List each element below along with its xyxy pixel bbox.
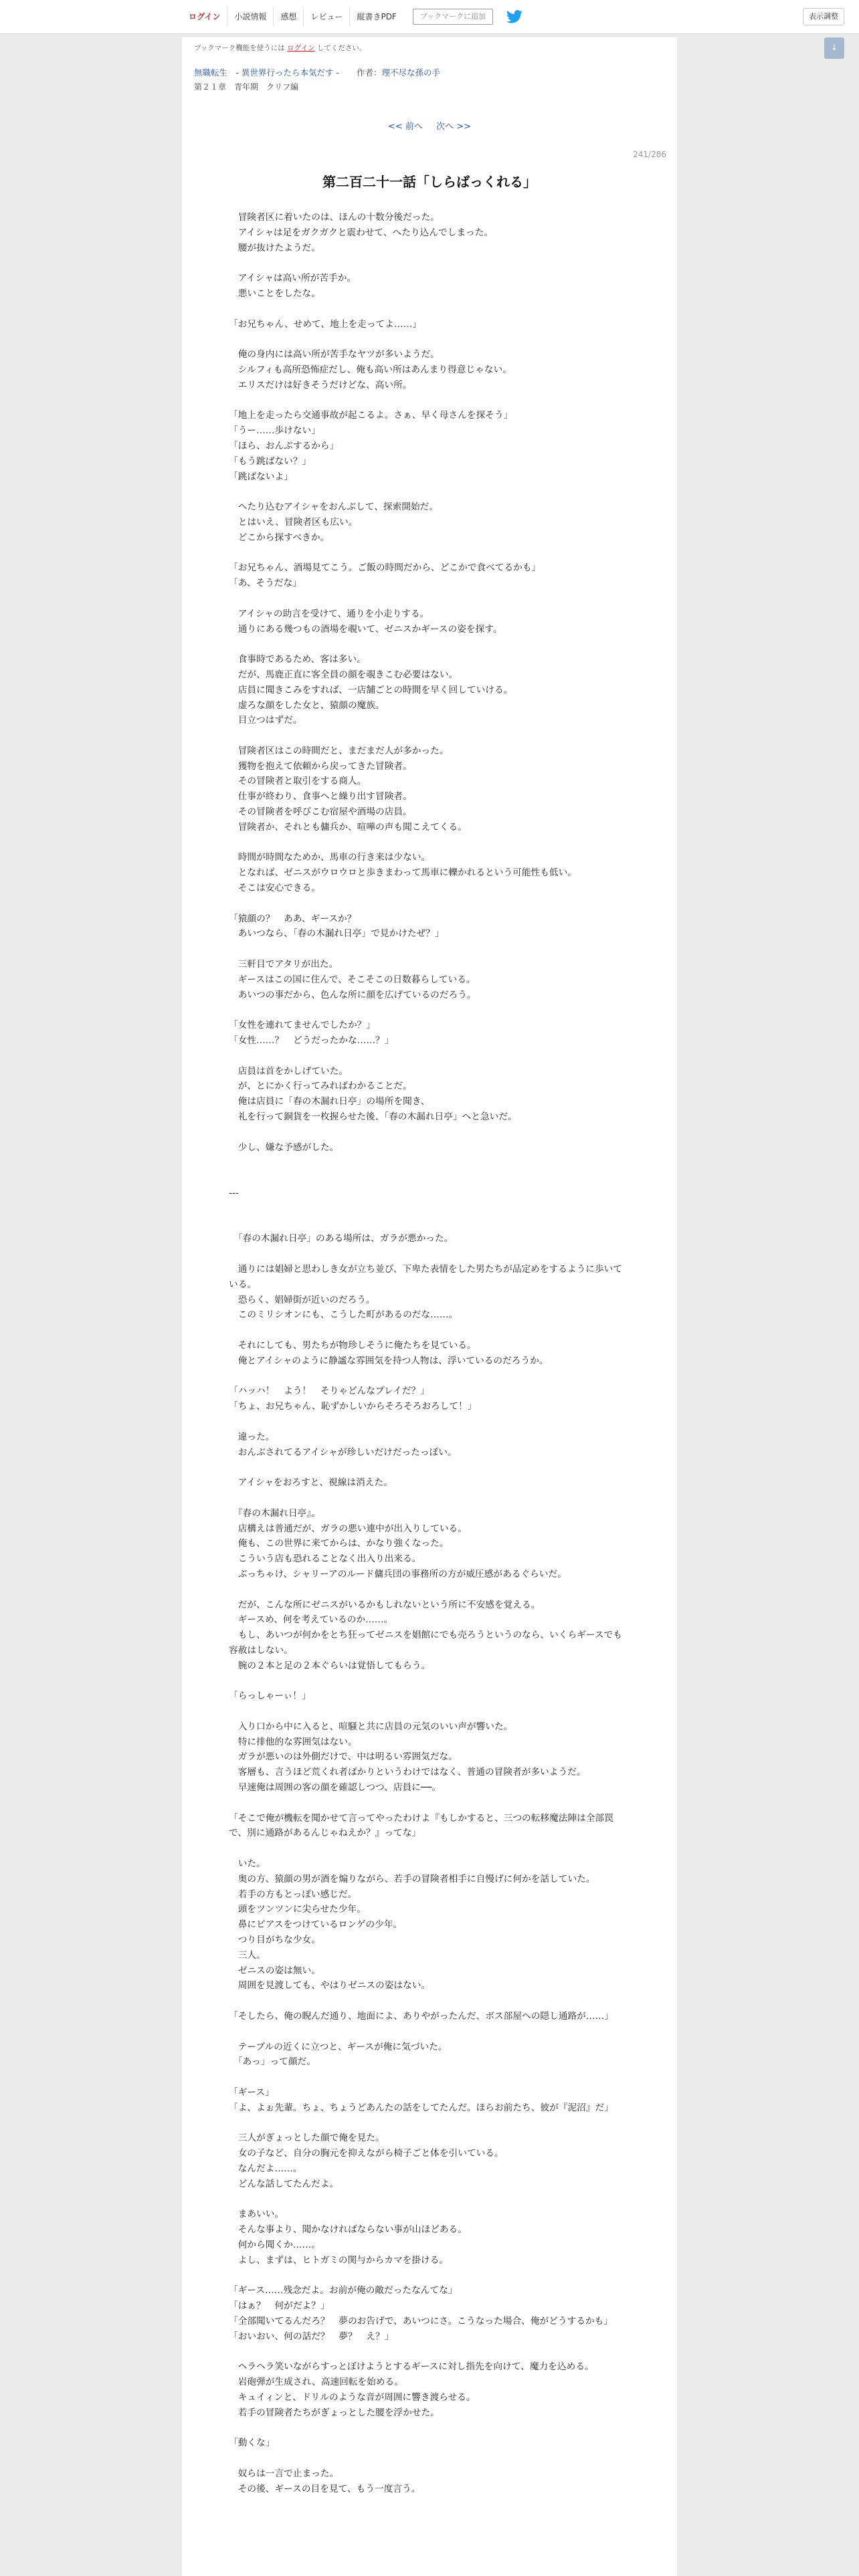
body-line <box>229 835 630 851</box>
body-line: 三軒目でアタリが出た。 <box>229 959 339 970</box>
body-line: 客層も、言うほど荒くれ者ばかりというわけではなく、普通の冒険者が多いようだ。 <box>229 1767 586 1778</box>
body-line: ヘラヘラ笑いながらすっとぼけようとするギースに対し指先を向けて、魔力を込める。 <box>229 2361 594 2373</box>
body-line: その冒険者を呼びこむ宿屋や酒場の店員。 <box>229 807 412 818</box>
body-line: 「ギース……残念だよ。お前が俺の敵だったなんてな」 <box>229 2285 458 2296</box>
body-line: 頭をツンツンに尖らせた少年。 <box>229 1904 366 1915</box>
body-line: 奥の方、猿顔の男が酒を煽りながら、若手の冒険者相手に自慢げに何かを話していた。 <box>229 1873 595 1885</box>
body-line: 「もう跳ばない？」 <box>229 455 312 467</box>
twitter-bird-icon[interactable] <box>506 10 522 23</box>
body-line: あいつの事だから、色んな所に顔を広げているのだろう。 <box>229 989 476 1000</box>
body-line: なんだよ……。 <box>229 2163 302 2174</box>
nav-review[interactable]: レビュー <box>303 7 349 27</box>
body-line: 『春の木漏れ日亭』。 <box>229 1507 320 1519</box>
body-line: 岩砲弾が生成され、高速回転を始める。 <box>229 2377 403 2388</box>
nav-vertical-pdf[interactable]: 縦書きPDF <box>349 7 403 27</box>
prev-episode-link[interactable]: << 前へ <box>388 122 423 132</box>
body-line: 冒険者区に着いたのは、ほんの十数分後だった。 <box>229 212 440 223</box>
episode-pager <box>182 119 677 132</box>
body-line: 「跳ばないよ」 <box>229 471 293 482</box>
body-line: 女の子など、自分の胸元を抑えながら椅子ごと体を引いている。 <box>229 2148 504 2159</box>
next-episode-link[interactable]: 次へ >> <box>436 122 471 132</box>
body-line: 「全部聞いてるんだろ？ 夢のお告げで、あいつにさ。こうなった場合、俺がどうするかも」 <box>229 2315 613 2327</box>
body-line: 少し、嫌な予感がした。 <box>229 1142 339 1153</box>
page-number: 241/286 <box>633 150 666 159</box>
body-line: 獲物を抱えて依頼から戻ってきた冒険者。 <box>229 760 412 772</box>
body-line: ガラが悪いのは外側だけで、中は明るい雰囲気だな。 <box>229 1751 458 1763</box>
body-line: もし、あいつが何かをとち狂ってゼニスを娼館にでも売ろうというのなら、いくらギースでも容赦はしない。 <box>229 1630 622 1656</box>
body-line: 特に排他的な雰囲気はない。 <box>229 1736 357 1747</box>
body-line <box>229 591 630 607</box>
body-line: 通りにある幾つもの酒場を覗いて、ゼニスかギースの姿を探す。 <box>229 623 502 635</box>
body-line: テーブルの近くに立つと、ギースが俺に気づいた。 <box>229 2041 448 2052</box>
notice-login-link[interactable]: ログイン <box>287 44 315 52</box>
body-line: その冒険者と取引をする商人。 <box>229 776 367 787</box>
body-line: となれば、ゼニスがウロウロと歩きまわって馬車に轢かれるという可能性も低い。 <box>229 867 577 879</box>
body-line: その後、ギースの目を見て、もう一度言う。 <box>229 2483 421 2494</box>
body-line: どんな話してたんだよ。 <box>229 2178 339 2189</box>
body-line: 恐らく、娼婦街が近いのだろう。 <box>229 1294 375 1305</box>
body-line: が、とにかく行ってみればわかることだ。 <box>229 1081 412 1092</box>
top-navigation-bar <box>0 0 859 34</box>
body-line: 目立つはずだ。 <box>229 715 302 726</box>
body-line: 若手の冒険者たちがぎょっとした腰を浮かせた。 <box>229 2407 440 2418</box>
nav-login[interactable]: ログイン <box>189 12 221 21</box>
body-line: 「あっ」って顔だ。 <box>229 2056 316 2068</box>
body-line <box>229 1216 630 1232</box>
body-line: 店構えは普通だが、ガラの悪い連中が出入りしている。 <box>229 1523 467 1534</box>
body-line: 時間が時間なためか、馬車の行き来は少ない。 <box>229 852 431 863</box>
body-line: 三人がぎょっとした顔で俺を見た。 <box>229 2133 385 2144</box>
scroll-down-button[interactable] <box>824 37 844 59</box>
body-line <box>229 2345 630 2360</box>
body-line: 俺の身内には高い所が苦手なヤツが多いようだ。 <box>229 349 440 360</box>
body-line: 店員は首をかしげていた。 <box>229 1065 348 1077</box>
novel-info-box <box>182 37 677 100</box>
body-line: 「お兄ちゃん、せめて、地上を走ってよ……」 <box>229 318 421 330</box>
body-line: 「動くな」 <box>229 2438 275 2449</box>
body-line <box>229 1125 630 1140</box>
body-line: 「よ、よぉ先輩。ちょ、ちょうどあんたの話をしてたんだ。ほらお前たち、彼が『泥沼』だ」 <box>229 2102 613 2113</box>
body-line <box>229 1247 630 1262</box>
nav-impressions[interactable]: 感想 <box>273 7 303 27</box>
body-line: まあいい。 <box>229 2209 284 2220</box>
body-line: 三人。 <box>229 1949 266 1961</box>
body-line: 早速俺は周囲の客の顔を確認しつつ、店員に──。 <box>229 1782 442 1794</box>
body-line: 「ハッハ！ よう！ そりゃどんなプレイだ？」 <box>229 1386 430 1397</box>
body-line: 違った。 <box>229 1431 275 1442</box>
bookmark-login-notice: ブックマーク機能を使うには ログイン してください。 <box>194 44 367 52</box>
body-line: 「春の木漏れ日亭」のある場所は、ガラが悪かった。 <box>229 1233 454 1245</box>
body-line: ギースめ、何を考えているのか……。 <box>229 1614 393 1626</box>
body-line <box>229 1170 630 1186</box>
add-bookmark-button[interactable]: ブックマークに追加 <box>413 9 493 25</box>
body-line: 「猿顔の？ ああ、ギースか？ <box>229 913 357 924</box>
body-line: 悪いことをしたな。 <box>229 288 320 299</box>
body-line: 奴らは一言で止まった。 <box>229 2468 339 2479</box>
body-line: 俺も、この世界に来てからは、かなり強くなった。 <box>229 1538 449 1549</box>
body-line: 腕の２本と足の２本ぐらいは覚悟してもらう。 <box>229 1660 431 1671</box>
body-line: つり目がちな少女。 <box>229 1935 320 1946</box>
novel-title-row <box>194 66 665 78</box>
body-line <box>229 1414 630 1430</box>
novel-title-link[interactable]: 無職転生 - 異世界行ったら本気だす - <box>194 68 339 78</box>
body-line <box>229 2421 630 2436</box>
body-line <box>229 2070 630 2085</box>
display-settings-button[interactable]: 表示調整 <box>803 8 844 25</box>
body-line <box>229 302 630 317</box>
body-line <box>229 1049 630 1064</box>
body-line: シルフィも高所恐怖症だし、俺も高い所はあんまり得意じゃない。 <box>229 364 512 375</box>
body-line: あいつなら、「春の木漏れ日亭」で見かけたぜ？」 <box>229 928 444 940</box>
body-line <box>229 1704 630 1719</box>
body-line: 「ギース」 <box>229 2087 274 2099</box>
author-label: 作者： <box>356 68 382 78</box>
body-line: 仕事が終わり、食事へと繰り出す冒険者。 <box>229 791 412 802</box>
body-line: キュイィンと、ドリルのような音が周囲に響き渡らせる。 <box>229 2391 476 2403</box>
body-line <box>229 2116 630 2131</box>
body-line <box>229 1491 630 1506</box>
body-line: ぶっちゃけ、シャリーアのルード傭兵団の事務所の方が威圧感があるぐらいだ。 <box>229 1568 567 1580</box>
body-line <box>229 484 630 500</box>
body-line: 「ちょ、お兄ちゃん、恥ずかしいからそろそろおろして！」 <box>229 1401 477 1412</box>
body-line: 「おいおい、何の話だ？ 夢？ え？」 <box>229 2331 394 2342</box>
body-line <box>229 1796 630 1811</box>
body-line <box>229 1582 630 1598</box>
body-line: --- <box>229 1188 239 1198</box>
body-line: 冒険者区はこの時間だと、まだまだ人が多かった。 <box>229 745 449 756</box>
body-line: 「お兄ちゃん、酒場見てこう。ご飯の時間だから、どこかで食べてるかも」 <box>229 562 541 574</box>
body-line <box>229 942 630 957</box>
body-line: 食事時であるため、客は多い。 <box>229 654 366 665</box>
body-line: おんぶされてるアイシャが珍しいだけだったっぽい。 <box>229 1446 457 1458</box>
chevron-down-icon: ↓ <box>830 43 838 52</box>
body-line: エリスだけは好きそうだけどな、高い所。 <box>229 379 412 391</box>
body-line: アイシャは足をガクガクと震わせて、へたり込んでしまった。 <box>229 227 494 238</box>
body-line: へたり込むアイシャをおんぶして、探索開始だ。 <box>229 502 439 513</box>
body-line <box>229 2268 630 2284</box>
body-line: 「女性を連れてませんでしたか？」 <box>229 1020 376 1031</box>
body-line: 「あ、そうだな」 <box>229 578 302 589</box>
body-line: それにしても、男たちが物珍しそうに俺たちを見ている。 <box>229 1339 476 1351</box>
body-line <box>229 896 630 911</box>
body-line: 何から聞くか……。 <box>229 2239 320 2250</box>
body-line: 「ほら、おんぶするから」 <box>229 440 339 451</box>
body-line <box>229 1369 630 1384</box>
body-line: 鼻にピアスをつけているロンゲの少年。 <box>229 1919 403 1931</box>
body-line: 「女性……？ どうだったかな……？」 <box>229 1035 394 1047</box>
body-line: アイシャをおろすと、視線は消えた。 <box>229 1477 393 1489</box>
body-line: だが、馬鹿正直に客全員の顔を覗きこむ必要はない。 <box>229 669 458 680</box>
body-line: 「地上を走ったら交通事故が起こるよ。さぁ、早く母さんを探そう」 <box>229 410 513 421</box>
body-line: ゼニスの姿は無い。 <box>229 1965 320 1976</box>
episode-body <box>229 210 630 2497</box>
body-line <box>229 1994 630 2009</box>
body-line: 虚ろな顔をした女と、猿顔の魔族。 <box>229 700 385 711</box>
body-line: 俺とアイシャのように静謐な雰囲気を持つ人物は、浮いているのだろうか。 <box>229 1355 549 1366</box>
body-line <box>229 1323 630 1338</box>
body-line: いた。 <box>229 1858 266 1870</box>
body-line: アイシャの助言を受けて、通りを小走りする。 <box>229 608 430 619</box>
body-line: 「うー……歩けない」 <box>229 425 320 437</box>
body-line: とはいえ、冒険者区も広い。 <box>229 516 358 528</box>
body-line: 入り口から中に入ると、喧騒と共に店員の元気のいい声が響いた。 <box>229 1721 513 1732</box>
body-line: アイシャは高い所が苦手か。 <box>229 273 357 284</box>
body-line <box>229 728 630 744</box>
body-line: 「らっしゃーぃ！」 <box>229 1691 311 1702</box>
body-line: 若手の方もとっぽい感じだ。 <box>229 1889 357 1900</box>
body-line <box>229 1460 630 1475</box>
body-line: よし、まずは、ヒトガミの関与からカマを掛ける。 <box>229 2254 449 2266</box>
body-line: どこから探すべきか。 <box>229 532 330 543</box>
body-line: 礼を行って銅貨を一枚握らせた後、「春の木漏れ日亭」へと急いだ。 <box>229 1111 517 1123</box>
body-line <box>229 1841 630 1856</box>
nav-novel-info[interactable]: 小説情報 <box>227 7 273 27</box>
body-line: そんな事より、聞かなければならない事が山ほどある。 <box>229 2224 467 2236</box>
body-line: ギースはこの国に住んで、そこそこの日数暮らしている。 <box>229 974 476 985</box>
main-nav <box>182 7 522 27</box>
body-line <box>229 255 630 271</box>
body-line: 周囲を見渡しても、やはりゼニスの姿はない。 <box>229 1980 431 1992</box>
body-line: 腰が抜けたようだ。 <box>229 242 320 253</box>
episode-title: 第二百二十一話「しらばっくれる」 <box>322 174 537 190</box>
chapter-name: 第２１章 青年期 クリフ編 <box>194 82 299 92</box>
body-line: 「そこで俺が機転を聞かせて言ってやったわけよ『もしかすると、三つの転移魔法陣は全部罠で、別に通路があるんじゃねえか？』ってな」 <box>229 1812 613 1839</box>
body-line <box>229 1155 630 1170</box>
body-line: 「そしたら、俺の睨んだ通り、地面によ、ありやがったんだ、ボス部屋への隠し通路が……」 <box>229 2011 613 2022</box>
author-link[interactable]: 理不尽な孫の手 <box>381 68 440 78</box>
body-line <box>229 2024 630 2040</box>
body-line <box>229 1002 630 1018</box>
body-line: 俺は店員に「春の木漏れ日亭」の場所を聞き、 <box>229 1096 430 1107</box>
body-line <box>229 2451 630 2466</box>
body-line: 冒険者か、それとも傭兵か、喧嘩の声も聞こえてくる。 <box>229 821 467 833</box>
body-line <box>229 1201 630 1216</box>
body-line: このミリシオンにも、こうした町があるのだな……。 <box>229 1309 458 1321</box>
body-line: こういう店も恐れることなく出入り出来る。 <box>229 1553 421 1565</box>
body-line: 店員に聞きこみをすれば、一店舗ごとの時間を早く回していける。 <box>229 684 513 695</box>
body-line <box>229 546 630 561</box>
body-line: 通りには娼婦と思わしき女が立ち並び、下卑た表情をした男たちが品定めをするように歩いている。 <box>229 1263 623 1290</box>
body-line: だが、こんな所にゼニスがいるかもしれないという所に不安感を覚える。 <box>229 1599 541 1610</box>
body-line <box>229 332 630 347</box>
body-line <box>229 637 630 652</box>
body-line: そこは安心できる。 <box>229 883 320 894</box>
body-line <box>229 393 630 409</box>
body-line <box>229 2192 630 2208</box>
episode-content <box>182 100 677 2576</box>
body-line: 「はぁ？ 何がだよ？」 <box>229 2300 330 2312</box>
body-line <box>229 1674 630 1689</box>
